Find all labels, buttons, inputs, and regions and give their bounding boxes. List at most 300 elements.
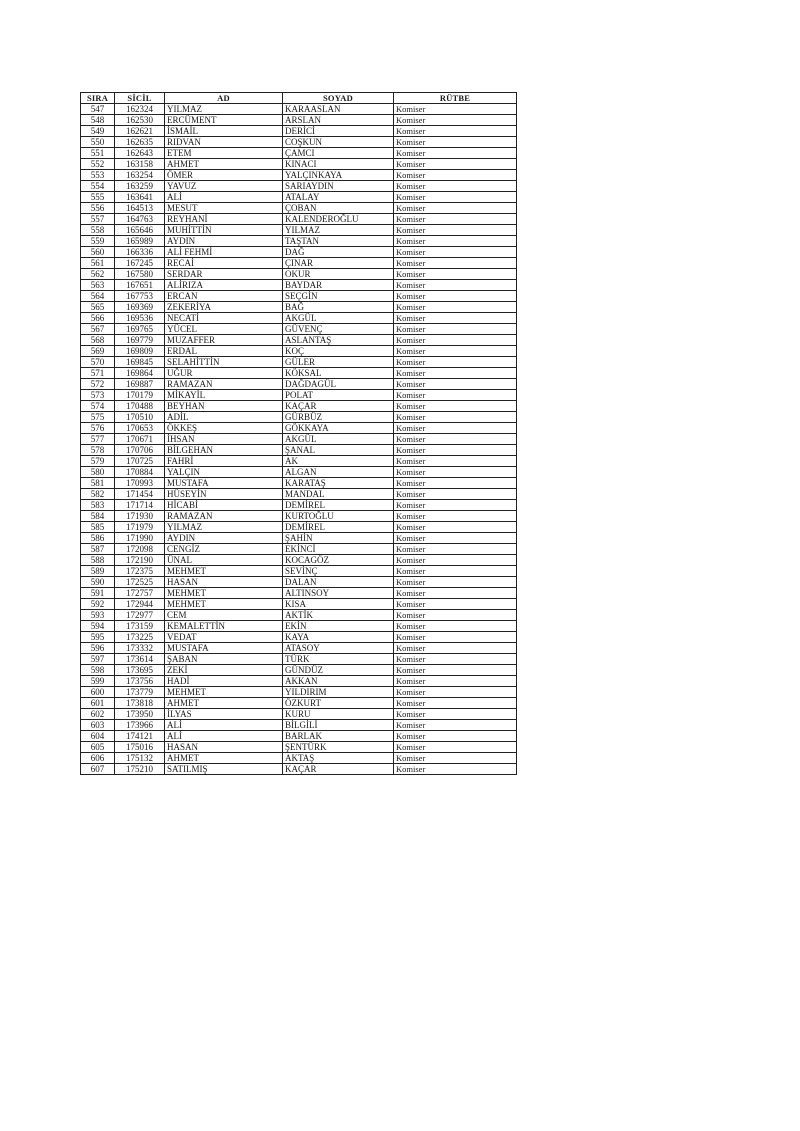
cell-sicil: 169864 xyxy=(115,368,165,379)
table-row xyxy=(81,225,517,236)
cell-rutbe: Komiser xyxy=(394,423,517,434)
cell-ad: HÜSEYİN xyxy=(165,489,283,500)
cell-soyad: COŞKUN xyxy=(283,137,394,148)
cell-sicil: 172098 xyxy=(115,544,165,555)
cell-soyad: EKİNCİ xyxy=(283,544,394,555)
cell-rutbe: Komiser xyxy=(394,137,517,148)
cell-sicil: 167245 xyxy=(115,258,165,269)
cell-sira: 573 xyxy=(81,390,115,401)
cell-rutbe: Komiser xyxy=(394,302,517,313)
cell-rutbe: Komiser xyxy=(394,709,517,720)
table-row xyxy=(81,423,517,434)
table-row xyxy=(81,720,517,731)
cell-sira: 581 xyxy=(81,478,115,489)
cell-sicil: 162324 xyxy=(115,104,165,115)
cell-ad: MUSTAFA xyxy=(165,643,283,654)
cell-sicil: 170653 xyxy=(115,423,165,434)
cell-rutbe: Komiser xyxy=(394,170,517,181)
cell-rutbe: Komiser xyxy=(394,247,517,258)
table-row xyxy=(81,632,517,643)
table-row xyxy=(81,247,517,258)
cell-ad: YÜCEL xyxy=(165,324,283,335)
table-row xyxy=(81,203,517,214)
cell-sicil: 173756 xyxy=(115,676,165,687)
cell-sicil: 164763 xyxy=(115,214,165,225)
cell-ad: MİKAYİL xyxy=(165,390,283,401)
cell-rutbe: Komiser xyxy=(394,742,517,753)
table-row xyxy=(81,401,517,412)
cell-soyad: BARLAK xyxy=(283,731,394,742)
personnel-table xyxy=(80,92,517,775)
cell-sicil: 169845 xyxy=(115,357,165,368)
cell-sicil: 170671 xyxy=(115,434,165,445)
cell-sicil: 173614 xyxy=(115,654,165,665)
table-row xyxy=(81,148,517,159)
cell-soyad: AKTİK xyxy=(283,610,394,621)
cell-sira: 558 xyxy=(81,225,115,236)
cell-ad: FAHRİ xyxy=(165,456,283,467)
header-sicil: SİCİL xyxy=(115,93,165,104)
cell-sicil: 172525 xyxy=(115,577,165,588)
cell-soyad: AK xyxy=(283,456,394,467)
cell-ad: YILMAZ xyxy=(165,104,283,115)
cell-rutbe: Komiser xyxy=(394,511,517,522)
cell-sira: 574 xyxy=(81,401,115,412)
cell-soyad: KAÇAR xyxy=(283,401,394,412)
cell-ad: RAMAZAN xyxy=(165,511,283,522)
cell-sicil: 170993 xyxy=(115,478,165,489)
cell-ad: ERCAN xyxy=(165,291,283,302)
cell-soyad: ŞAHİN xyxy=(283,533,394,544)
cell-soyad: POLAT xyxy=(283,390,394,401)
cell-sicil: 167580 xyxy=(115,269,165,280)
cell-ad: RIDVAN xyxy=(165,137,283,148)
cell-sira: 588 xyxy=(81,555,115,566)
cell-sira: 576 xyxy=(81,423,115,434)
cell-ad: UĞUR xyxy=(165,368,283,379)
cell-rutbe: Komiser xyxy=(394,577,517,588)
cell-ad: ÖMER xyxy=(165,170,283,181)
cell-soyad: ÇAMCI xyxy=(283,148,394,159)
cell-rutbe: Komiser xyxy=(394,148,517,159)
cell-sicil: 167651 xyxy=(115,280,165,291)
table-row xyxy=(81,412,517,423)
cell-sicil: 169536 xyxy=(115,313,165,324)
cell-sicil: 169765 xyxy=(115,324,165,335)
table-row xyxy=(81,258,517,269)
table-row xyxy=(81,445,517,456)
cell-sira: 550 xyxy=(81,137,115,148)
table-row xyxy=(81,478,517,489)
cell-rutbe: Komiser xyxy=(394,467,517,478)
cell-sicil: 162530 xyxy=(115,115,165,126)
cell-ad: ERDAL xyxy=(165,346,283,357)
cell-ad: SERDAR xyxy=(165,269,283,280)
cell-sicil: 172757 xyxy=(115,588,165,599)
cell-rutbe: Komiser xyxy=(394,346,517,357)
cell-soyad: KOCAGÖZ xyxy=(283,555,394,566)
cell-ad: MESUT xyxy=(165,203,283,214)
cell-soyad: GÜNDÜZ xyxy=(283,665,394,676)
cell-ad: AYDIN xyxy=(165,533,283,544)
cell-soyad: BİLGİLİ xyxy=(283,720,394,731)
cell-soyad: AKGÜL xyxy=(283,434,394,445)
cell-sicil: 167753 xyxy=(115,291,165,302)
cell-rutbe: Komiser xyxy=(394,291,517,302)
cell-sira: 566 xyxy=(81,313,115,324)
cell-sicil: 175210 xyxy=(115,764,165,775)
table-row xyxy=(81,764,517,775)
cell-rutbe: Komiser xyxy=(394,379,517,390)
cell-ad: MUZAFFER xyxy=(165,335,283,346)
cell-sira: 586 xyxy=(81,533,115,544)
cell-ad: AHMET xyxy=(165,753,283,764)
cell-sicil: 163641 xyxy=(115,192,165,203)
table-row xyxy=(81,346,517,357)
cell-ad: ZEKERİYA xyxy=(165,302,283,313)
table-row xyxy=(81,555,517,566)
cell-soyad: KISA xyxy=(283,599,394,610)
cell-sira: 582 xyxy=(81,489,115,500)
cell-sicil: 162635 xyxy=(115,137,165,148)
cell-ad: MEHMET xyxy=(165,588,283,599)
cell-rutbe: Komiser xyxy=(394,753,517,764)
cell-sicil: 170706 xyxy=(115,445,165,456)
cell-soyad: KARATAŞ xyxy=(283,478,394,489)
cell-ad: HASAN xyxy=(165,577,283,588)
table-row xyxy=(81,610,517,621)
table-row xyxy=(81,753,517,764)
table-row xyxy=(81,731,517,742)
cell-sicil: 170179 xyxy=(115,390,165,401)
cell-ad: REYHANİ xyxy=(165,214,283,225)
table-header-row xyxy=(81,93,517,104)
cell-sira: 587 xyxy=(81,544,115,555)
cell-soyad: GÜVENÇ xyxy=(283,324,394,335)
table-row xyxy=(81,522,517,533)
cell-sicil: 169369 xyxy=(115,302,165,313)
cell-soyad: AKKAN xyxy=(283,676,394,687)
table-row xyxy=(81,280,517,291)
cell-rutbe: Komiser xyxy=(394,269,517,280)
cell-sira: 607 xyxy=(81,764,115,775)
cell-soyad: ÇOBAN xyxy=(283,203,394,214)
cell-ad: KEMALETTİN xyxy=(165,621,283,632)
cell-sicil: 171979 xyxy=(115,522,165,533)
cell-rutbe: Komiser xyxy=(394,412,517,423)
cell-ad: ALİ xyxy=(165,720,283,731)
cell-sicil: 163158 xyxy=(115,159,165,170)
cell-sira: 570 xyxy=(81,357,115,368)
cell-soyad: KINACI xyxy=(283,159,394,170)
cell-rutbe: Komiser xyxy=(394,500,517,511)
cell-sira: 568 xyxy=(81,335,115,346)
cell-soyad: ALGAN xyxy=(283,467,394,478)
cell-ad: AHMET xyxy=(165,698,283,709)
cell-soyad: KAÇAR xyxy=(283,764,394,775)
cell-soyad: TÜRK xyxy=(283,654,394,665)
cell-rutbe: Komiser xyxy=(394,115,517,126)
cell-ad: HADİ xyxy=(165,676,283,687)
cell-rutbe: Komiser xyxy=(394,731,517,742)
cell-ad: SATILMIŞ xyxy=(165,764,283,775)
header-soyad: SOYAD xyxy=(283,93,394,104)
table-row xyxy=(81,335,517,346)
cell-sicil: 163254 xyxy=(115,170,165,181)
cell-sicil: 172190 xyxy=(115,555,165,566)
cell-ad: NECATİ xyxy=(165,313,283,324)
cell-sicil: 172375 xyxy=(115,566,165,577)
cell-sicil: 169779 xyxy=(115,335,165,346)
table-row xyxy=(81,687,517,698)
cell-rutbe: Komiser xyxy=(394,588,517,599)
cell-sira: 605 xyxy=(81,742,115,753)
cell-ad: ALİ FEHMİ xyxy=(165,247,283,258)
cell-ad: ZEKİ xyxy=(165,665,283,676)
cell-sira: 584 xyxy=(81,511,115,522)
cell-soyad: BAĞ xyxy=(283,302,394,313)
cell-sira: 597 xyxy=(81,654,115,665)
cell-sira: 571 xyxy=(81,368,115,379)
cell-sicil: 162643 xyxy=(115,148,165,159)
cell-rutbe: Komiser xyxy=(394,764,517,775)
cell-soyad: DERİCİ xyxy=(283,126,394,137)
cell-sicil: 175132 xyxy=(115,753,165,764)
cell-sicil: 174121 xyxy=(115,731,165,742)
cell-sicil: 171930 xyxy=(115,511,165,522)
table-row xyxy=(81,599,517,610)
cell-sira: 596 xyxy=(81,643,115,654)
cell-ad: AYDIN xyxy=(165,236,283,247)
table-row xyxy=(81,489,517,500)
table-row xyxy=(81,621,517,632)
cell-rutbe: Komiser xyxy=(394,181,517,192)
cell-soyad: DEMİREL xyxy=(283,522,394,533)
cell-sicil: 173966 xyxy=(115,720,165,731)
cell-ad: HASAN xyxy=(165,742,283,753)
cell-sira: 599 xyxy=(81,676,115,687)
cell-rutbe: Komiser xyxy=(394,258,517,269)
cell-sira: 556 xyxy=(81,203,115,214)
cell-soyad: KURU xyxy=(283,709,394,720)
cell-soyad: ATASOY xyxy=(283,643,394,654)
cell-ad: ÖKKEŞ xyxy=(165,423,283,434)
cell-sira: 553 xyxy=(81,170,115,181)
cell-sira: 557 xyxy=(81,214,115,225)
table-row xyxy=(81,291,517,302)
cell-soyad: KALENDEROĞLU xyxy=(283,214,394,225)
cell-ad: BİLGEHAN xyxy=(165,445,283,456)
cell-sira: 585 xyxy=(81,522,115,533)
cell-sira: 562 xyxy=(81,269,115,280)
cell-soyad: SEVİNÇ xyxy=(283,566,394,577)
cell-rutbe: Komiser xyxy=(394,489,517,500)
cell-sicil: 172977 xyxy=(115,610,165,621)
cell-rutbe: Komiser xyxy=(394,203,517,214)
cell-ad: YALÇIN xyxy=(165,467,283,478)
cell-ad: MEHMET xyxy=(165,687,283,698)
cell-soyad: ASLANTAŞ xyxy=(283,335,394,346)
cell-ad: ADİL xyxy=(165,412,283,423)
table-row xyxy=(81,137,517,148)
table-row xyxy=(81,709,517,720)
table-row xyxy=(81,368,517,379)
cell-rutbe: Komiser xyxy=(394,313,517,324)
table-row xyxy=(81,126,517,137)
cell-rutbe: Komiser xyxy=(394,676,517,687)
cell-rutbe: Komiser xyxy=(394,632,517,643)
cell-rutbe: Komiser xyxy=(394,665,517,676)
cell-soyad: ÖZKURT xyxy=(283,698,394,709)
cell-ad: MEHMET xyxy=(165,566,283,577)
cell-rutbe: Komiser xyxy=(394,192,517,203)
cell-rutbe: Komiser xyxy=(394,236,517,247)
cell-soyad: DALAN xyxy=(283,577,394,588)
table-row xyxy=(81,654,517,665)
cell-sira: 575 xyxy=(81,412,115,423)
cell-sira: 548 xyxy=(81,115,115,126)
cell-sira: 563 xyxy=(81,280,115,291)
cell-soyad: GÜRBÜZ xyxy=(283,412,394,423)
cell-sira: 551 xyxy=(81,148,115,159)
cell-ad: HİCABİ xyxy=(165,500,283,511)
cell-ad: MUHİTTİN xyxy=(165,225,283,236)
cell-ad: RAMAZAN xyxy=(165,379,283,390)
cell-sicil: 170725 xyxy=(115,456,165,467)
cell-soyad: DAĞDAGÜL xyxy=(283,379,394,390)
cell-rutbe: Komiser xyxy=(394,434,517,445)
table-row xyxy=(81,313,517,324)
cell-soyad: MANDAL xyxy=(283,489,394,500)
cell-soyad: KARAASLAN xyxy=(283,104,394,115)
header-ad: AD xyxy=(165,93,283,104)
cell-soyad: KOÇ xyxy=(283,346,394,357)
cell-soyad: ŞANAL xyxy=(283,445,394,456)
cell-sira: 579 xyxy=(81,456,115,467)
table-row xyxy=(81,588,517,599)
cell-sicil: 162621 xyxy=(115,126,165,137)
cell-rutbe: Komiser xyxy=(394,390,517,401)
cell-sicil: 171714 xyxy=(115,500,165,511)
cell-ad: SELAHİTTİN xyxy=(165,357,283,368)
cell-ad: ALİ xyxy=(165,192,283,203)
cell-sira: 589 xyxy=(81,566,115,577)
cell-soyad: KAYA xyxy=(283,632,394,643)
table-row xyxy=(81,544,517,555)
cell-rutbe: Komiser xyxy=(394,599,517,610)
cell-soyad: SEÇGİN xyxy=(283,291,394,302)
cell-sira: 604 xyxy=(81,731,115,742)
cell-sira: 600 xyxy=(81,687,115,698)
cell-rutbe: Komiser xyxy=(394,335,517,346)
table-row xyxy=(81,390,517,401)
cell-ad: ALİRIZA xyxy=(165,280,283,291)
cell-sira: 555 xyxy=(81,192,115,203)
cell-sira: 601 xyxy=(81,698,115,709)
cell-sira: 594 xyxy=(81,621,115,632)
cell-rutbe: Komiser xyxy=(394,104,517,115)
table-row xyxy=(81,324,517,335)
cell-sira: 578 xyxy=(81,445,115,456)
cell-rutbe: Komiser xyxy=(394,522,517,533)
cell-sira: 580 xyxy=(81,467,115,478)
cell-sicil: 170488 xyxy=(115,401,165,412)
header-sira: SIRA xyxy=(81,93,115,104)
cell-rutbe: Komiser xyxy=(394,654,517,665)
header-rutbe: RÜTBE xyxy=(394,93,517,104)
table-body xyxy=(81,104,517,775)
cell-sira: 598 xyxy=(81,665,115,676)
cell-sicil: 173695 xyxy=(115,665,165,676)
cell-rutbe: Komiser xyxy=(394,401,517,412)
cell-ad: CENGİZ xyxy=(165,544,283,555)
cell-ad: RECAİ xyxy=(165,258,283,269)
cell-soyad: KURTOĞLU xyxy=(283,511,394,522)
cell-rutbe: Komiser xyxy=(394,610,517,621)
cell-soyad: ÇINAR xyxy=(283,258,394,269)
cell-sira: 591 xyxy=(81,588,115,599)
cell-soyad: KÖKSAL xyxy=(283,368,394,379)
cell-rutbe: Komiser xyxy=(394,357,517,368)
cell-sicil: 173225 xyxy=(115,632,165,643)
cell-ad: AHMET xyxy=(165,159,283,170)
cell-rutbe: Komiser xyxy=(394,225,517,236)
cell-sira: 593 xyxy=(81,610,115,621)
cell-sicil: 169809 xyxy=(115,346,165,357)
cell-sicil: 171454 xyxy=(115,489,165,500)
cell-sira: 560 xyxy=(81,247,115,258)
cell-soyad: YALÇINKAYA xyxy=(283,170,394,181)
cell-soyad: ALTINSOY xyxy=(283,588,394,599)
cell-rutbe: Komiser xyxy=(394,544,517,555)
table-row xyxy=(81,698,517,709)
table-row xyxy=(81,357,517,368)
cell-ad: YILMAZ xyxy=(165,522,283,533)
cell-sira: 559 xyxy=(81,236,115,247)
table-row xyxy=(81,434,517,445)
cell-sira: 565 xyxy=(81,302,115,313)
cell-ad: ÜNAL xyxy=(165,555,283,566)
cell-soyad: YILMAZ xyxy=(283,225,394,236)
cell-sicil: 164513 xyxy=(115,203,165,214)
cell-sira: 595 xyxy=(81,632,115,643)
cell-sicil: 173779 xyxy=(115,687,165,698)
cell-soyad: AKGÜL xyxy=(283,313,394,324)
cell-sira: 569 xyxy=(81,346,115,357)
cell-sicil: 165646 xyxy=(115,225,165,236)
cell-sicil: 170884 xyxy=(115,467,165,478)
cell-sira: 583 xyxy=(81,500,115,511)
table-row xyxy=(81,643,517,654)
cell-rutbe: Komiser xyxy=(394,456,517,467)
cell-sira: 602 xyxy=(81,709,115,720)
table-row xyxy=(81,577,517,588)
cell-ad: İLYAS xyxy=(165,709,283,720)
table-row xyxy=(81,104,517,115)
table-row xyxy=(81,676,517,687)
cell-sira: 547 xyxy=(81,104,115,115)
cell-ad: VEDAT xyxy=(165,632,283,643)
cell-sira: 572 xyxy=(81,379,115,390)
cell-soyad: BAYDAR xyxy=(283,280,394,291)
table-row xyxy=(81,500,517,511)
table-row xyxy=(81,170,517,181)
cell-sicil: 166336 xyxy=(115,247,165,258)
cell-sira: 567 xyxy=(81,324,115,335)
cell-rutbe: Komiser xyxy=(394,643,517,654)
cell-rutbe: Komiser xyxy=(394,368,517,379)
cell-rutbe: Komiser xyxy=(394,324,517,335)
